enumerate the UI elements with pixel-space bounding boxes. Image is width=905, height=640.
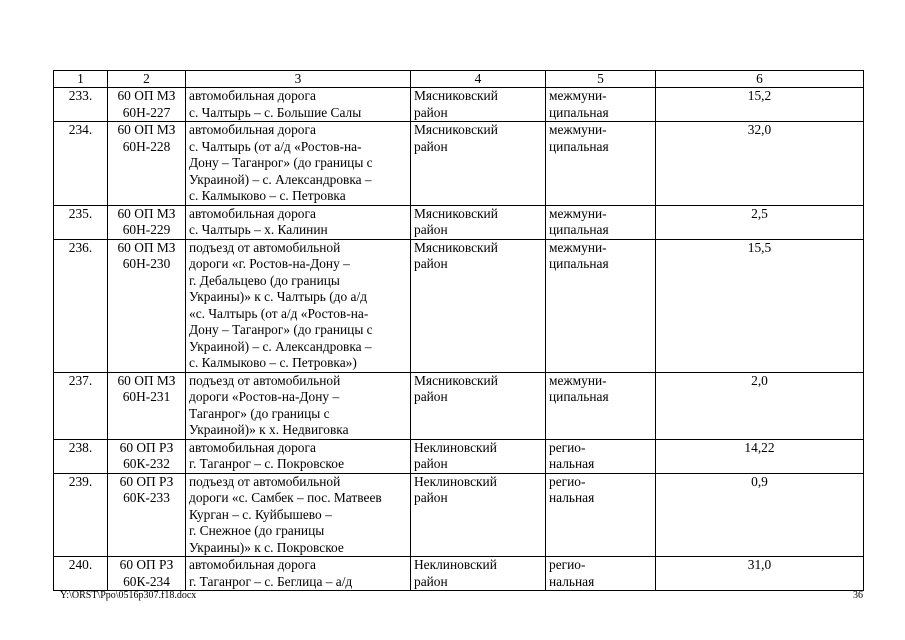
district-cell [411, 372, 546, 439]
road-name-line: с. Чалтырь (от а/д «Ростов-на- [189, 138, 362, 154]
header-col-6: 6 [656, 71, 864, 88]
road-code-line: 60Н-228 [122, 138, 171, 154]
road-length-cell [656, 439, 864, 473]
road-code-line: 60Н-229 [122, 222, 171, 237]
table-row [54, 239, 864, 372]
road-significance-cell [546, 372, 656, 439]
road-name-line: Украиной)» к х. Недвиговка [189, 422, 349, 437]
district-cell [411, 439, 546, 473]
road-length-cell [656, 557, 864, 591]
road-significance-line: межмуни- [549, 205, 607, 221]
row-number-cell [54, 239, 108, 372]
road-significance-cell [546, 557, 656, 591]
road-length-text: 15,2 [747, 88, 772, 103]
road-name-line: Курган – с. Куйбышево – [189, 506, 332, 522]
district-line: район [414, 389, 448, 404]
district-line: Мясниковский [414, 372, 498, 388]
road-code-cell [108, 372, 186, 439]
road-significance-cell [546, 205, 656, 239]
road-code-line: 60 ОП МЗ [117, 372, 176, 388]
road-code-cell [108, 88, 186, 122]
road-name-cell [186, 122, 411, 206]
district-line: Неклиновский [414, 473, 497, 489]
road-name-cell [186, 557, 411, 591]
road-length-text: 31,0 [747, 557, 772, 572]
road-name-line: г. Таганрог – с. Беглица – а/д [189, 573, 353, 589]
road-length-text: 2,0 [751, 372, 768, 388]
road-length-text: 14,22 [744, 439, 775, 455]
road-code-line: 60 ОП МЗ [117, 205, 176, 221]
road-code-cell [108, 122, 186, 206]
road-length-text: 15,5 [747, 239, 772, 255]
road-length-cell [656, 372, 864, 439]
table-row [54, 88, 864, 122]
road-code-cell [108, 205, 186, 239]
road-code-line: 60 ОП МЗ [117, 239, 176, 255]
road-code-line: 60Н-227 [122, 104, 171, 120]
road-length-cell [656, 88, 864, 122]
header-col-3: 3 [186, 71, 411, 88]
row-number-text: 237. [68, 372, 93, 388]
row-number-text: 240. [68, 557, 93, 572]
road-name-line: г. Снежное (до границы [189, 523, 325, 538]
district-line: Мясниковский [414, 205, 498, 221]
road-length-cell [656, 473, 864, 557]
district-line: Мясниковский [414, 122, 498, 137]
road-significance-line: ципальная [549, 138, 609, 154]
road-name-line: с. Калмыково – с. Петровка [189, 188, 346, 203]
road-significance-line: регио- [549, 557, 586, 572]
road-code-line: 60 ОП МЗ [117, 122, 176, 137]
row-number-cell [54, 439, 108, 473]
district-line: Мясниковский [414, 88, 498, 103]
row-number-text: 238. [68, 439, 93, 455]
road-significance-line: регио- [549, 473, 586, 489]
road-significance-line: нальная [549, 573, 595, 589]
district-cell [411, 122, 546, 206]
road-code-cell [108, 239, 186, 372]
road-name-line: г. Таганрог – с. Покровское [189, 456, 345, 471]
road-significance-line: регио- [549, 439, 586, 455]
road-name-line: дороги «с. Самбек – пос. Матвеев [189, 490, 382, 505]
district-line: район [414, 256, 448, 271]
road-significance-line: нальная [549, 456, 595, 471]
road-name-line: подъезд от автомобильной [189, 372, 341, 388]
road-significance-line: ципальная [549, 222, 609, 237]
road-name-cell [186, 439, 411, 473]
header-col-5: 5 [546, 71, 656, 88]
road-code-line: 60 ОП РЗ [119, 557, 174, 572]
road-name-line: Украиной) – с. Александровка – [189, 171, 372, 187]
road-code-cell [108, 473, 186, 557]
road-name-line: автомобильная дорога [189, 88, 316, 103]
road-code-line: 60 ОП РЗ [119, 439, 174, 455]
table-row [54, 557, 864, 591]
row-number-text: 239. [68, 473, 93, 489]
header-col-4: 4 [411, 71, 546, 88]
road-significance-cell [546, 473, 656, 557]
table-row [54, 439, 864, 473]
table-body [54, 88, 864, 591]
road-significance-line: нальная [549, 490, 595, 505]
road-name-cell [186, 239, 411, 372]
road-name-line: Таганрог» (до границы с [189, 405, 330, 421]
footer-file-path: Y:\ORST\Ppo\0516p307.f18.docx [60, 590, 197, 601]
road-code-line: 60К-232 [123, 456, 170, 471]
road-name-line: подъезд от автомобильной [189, 473, 341, 489]
page-number: 36 [853, 590, 863, 601]
row-number-cell [54, 473, 108, 557]
road-significance-line: межмуни- [549, 372, 607, 388]
district-cell [411, 205, 546, 239]
road-length-cell [656, 122, 864, 206]
road-name-line: г. Дебальцево (до границы [189, 272, 340, 288]
road-code-line: 60К-233 [123, 490, 170, 505]
road-name-cell [186, 205, 411, 239]
row-number-cell [54, 88, 108, 122]
road-significance-line: ципальная [549, 389, 609, 404]
table-row [54, 372, 864, 439]
road-name-line: автомобильная дорога [189, 205, 316, 221]
road-length-text: 32,0 [747, 122, 772, 137]
road-name-cell [186, 88, 411, 122]
road-name-line: автомобильная дорога [189, 122, 316, 137]
road-name-line: дороги «г. Ростов-на-Дону – [189, 256, 350, 271]
row-number-text: 235. [68, 205, 93, 221]
table-row [54, 473, 864, 557]
road-name-line: Дону – Таганрог» (до границы с [189, 322, 373, 337]
road-name-line: Украины)» к с. Покровское [189, 539, 344, 555]
district-line: Неклиновский [414, 439, 497, 455]
road-code-line: 60К-234 [123, 573, 170, 589]
road-significance-line: межмуни- [549, 239, 607, 255]
district-cell [411, 473, 546, 557]
header-col-2: 2 [108, 71, 186, 88]
road-name-line: с. Калмыково – с. Петровка») [189, 355, 357, 370]
district-line: район [414, 490, 448, 505]
road-length-text: 2,5 [751, 205, 768, 221]
road-name-cell [186, 372, 411, 439]
roads-table [53, 70, 864, 591]
row-number-cell [54, 122, 108, 206]
road-code-line: 60 ОП МЗ [117, 88, 176, 103]
row-number-cell [54, 372, 108, 439]
road-significance-cell [546, 439, 656, 473]
road-code-line: 60 ОП РЗ [119, 473, 174, 489]
row-number-text: 234. [68, 122, 93, 137]
road-length-text: 0,9 [751, 473, 768, 489]
road-length-cell [656, 205, 864, 239]
road-name-line: с. Чалтырь – х. Калинин [189, 222, 328, 237]
row-number-cell [54, 557, 108, 591]
district-cell [411, 557, 546, 591]
district-line: Мясниковский [414, 239, 498, 255]
road-significance-line: ципальная [549, 256, 609, 271]
row-number-text: 236. [68, 239, 93, 255]
road-significance-cell [546, 239, 656, 372]
row-number-text: 233. [68, 88, 93, 103]
district-line: район [414, 456, 448, 471]
road-code-cell [108, 557, 186, 591]
road-code-cell [108, 439, 186, 473]
road-name-line: Дону – Таганрог» (до границы с [189, 155, 373, 170]
road-significance-cell [546, 122, 656, 206]
table-row [54, 205, 864, 239]
district-line: район [414, 104, 448, 120]
road-code-line: 60Н-231 [122, 389, 171, 404]
district-cell [411, 88, 546, 122]
road-name-line: с. Чалтырь – с. Большие Салы [189, 104, 362, 120]
road-code-line: 60Н-230 [122, 256, 171, 271]
road-name-line: «с. Чалтырь (от а/д «Ростов-на- [189, 305, 369, 321]
road-name-line: Украиной) – с. Александровка – [189, 338, 372, 354]
road-name-line: Украины)» к с. Чалтырь (до а/д [189, 289, 368, 304]
row-number-cell [54, 205, 108, 239]
header-row [54, 71, 864, 88]
road-length-cell [656, 239, 864, 372]
road-name-line: автомобильная дорога [189, 439, 316, 455]
road-significance-line: межмуни- [549, 88, 607, 103]
header-col-1: 1 [54, 71, 108, 88]
district-line: район [414, 222, 448, 237]
road-significance-line: ципальная [549, 104, 609, 120]
district-line: Неклиновский [414, 557, 497, 572]
district-line: район [414, 138, 448, 154]
district-line: район [414, 573, 448, 589]
table-row [54, 122, 864, 206]
road-name-line: подъезд от автомобильной [189, 239, 341, 255]
road-name-cell [186, 473, 411, 557]
district-cell [411, 239, 546, 372]
road-name-line: дороги «Ростов-на-Дону – [189, 389, 340, 404]
road-significance-line: межмуни- [549, 122, 607, 137]
road-name-line: автомобильная дорога [189, 557, 316, 572]
road-significance-cell [546, 88, 656, 122]
